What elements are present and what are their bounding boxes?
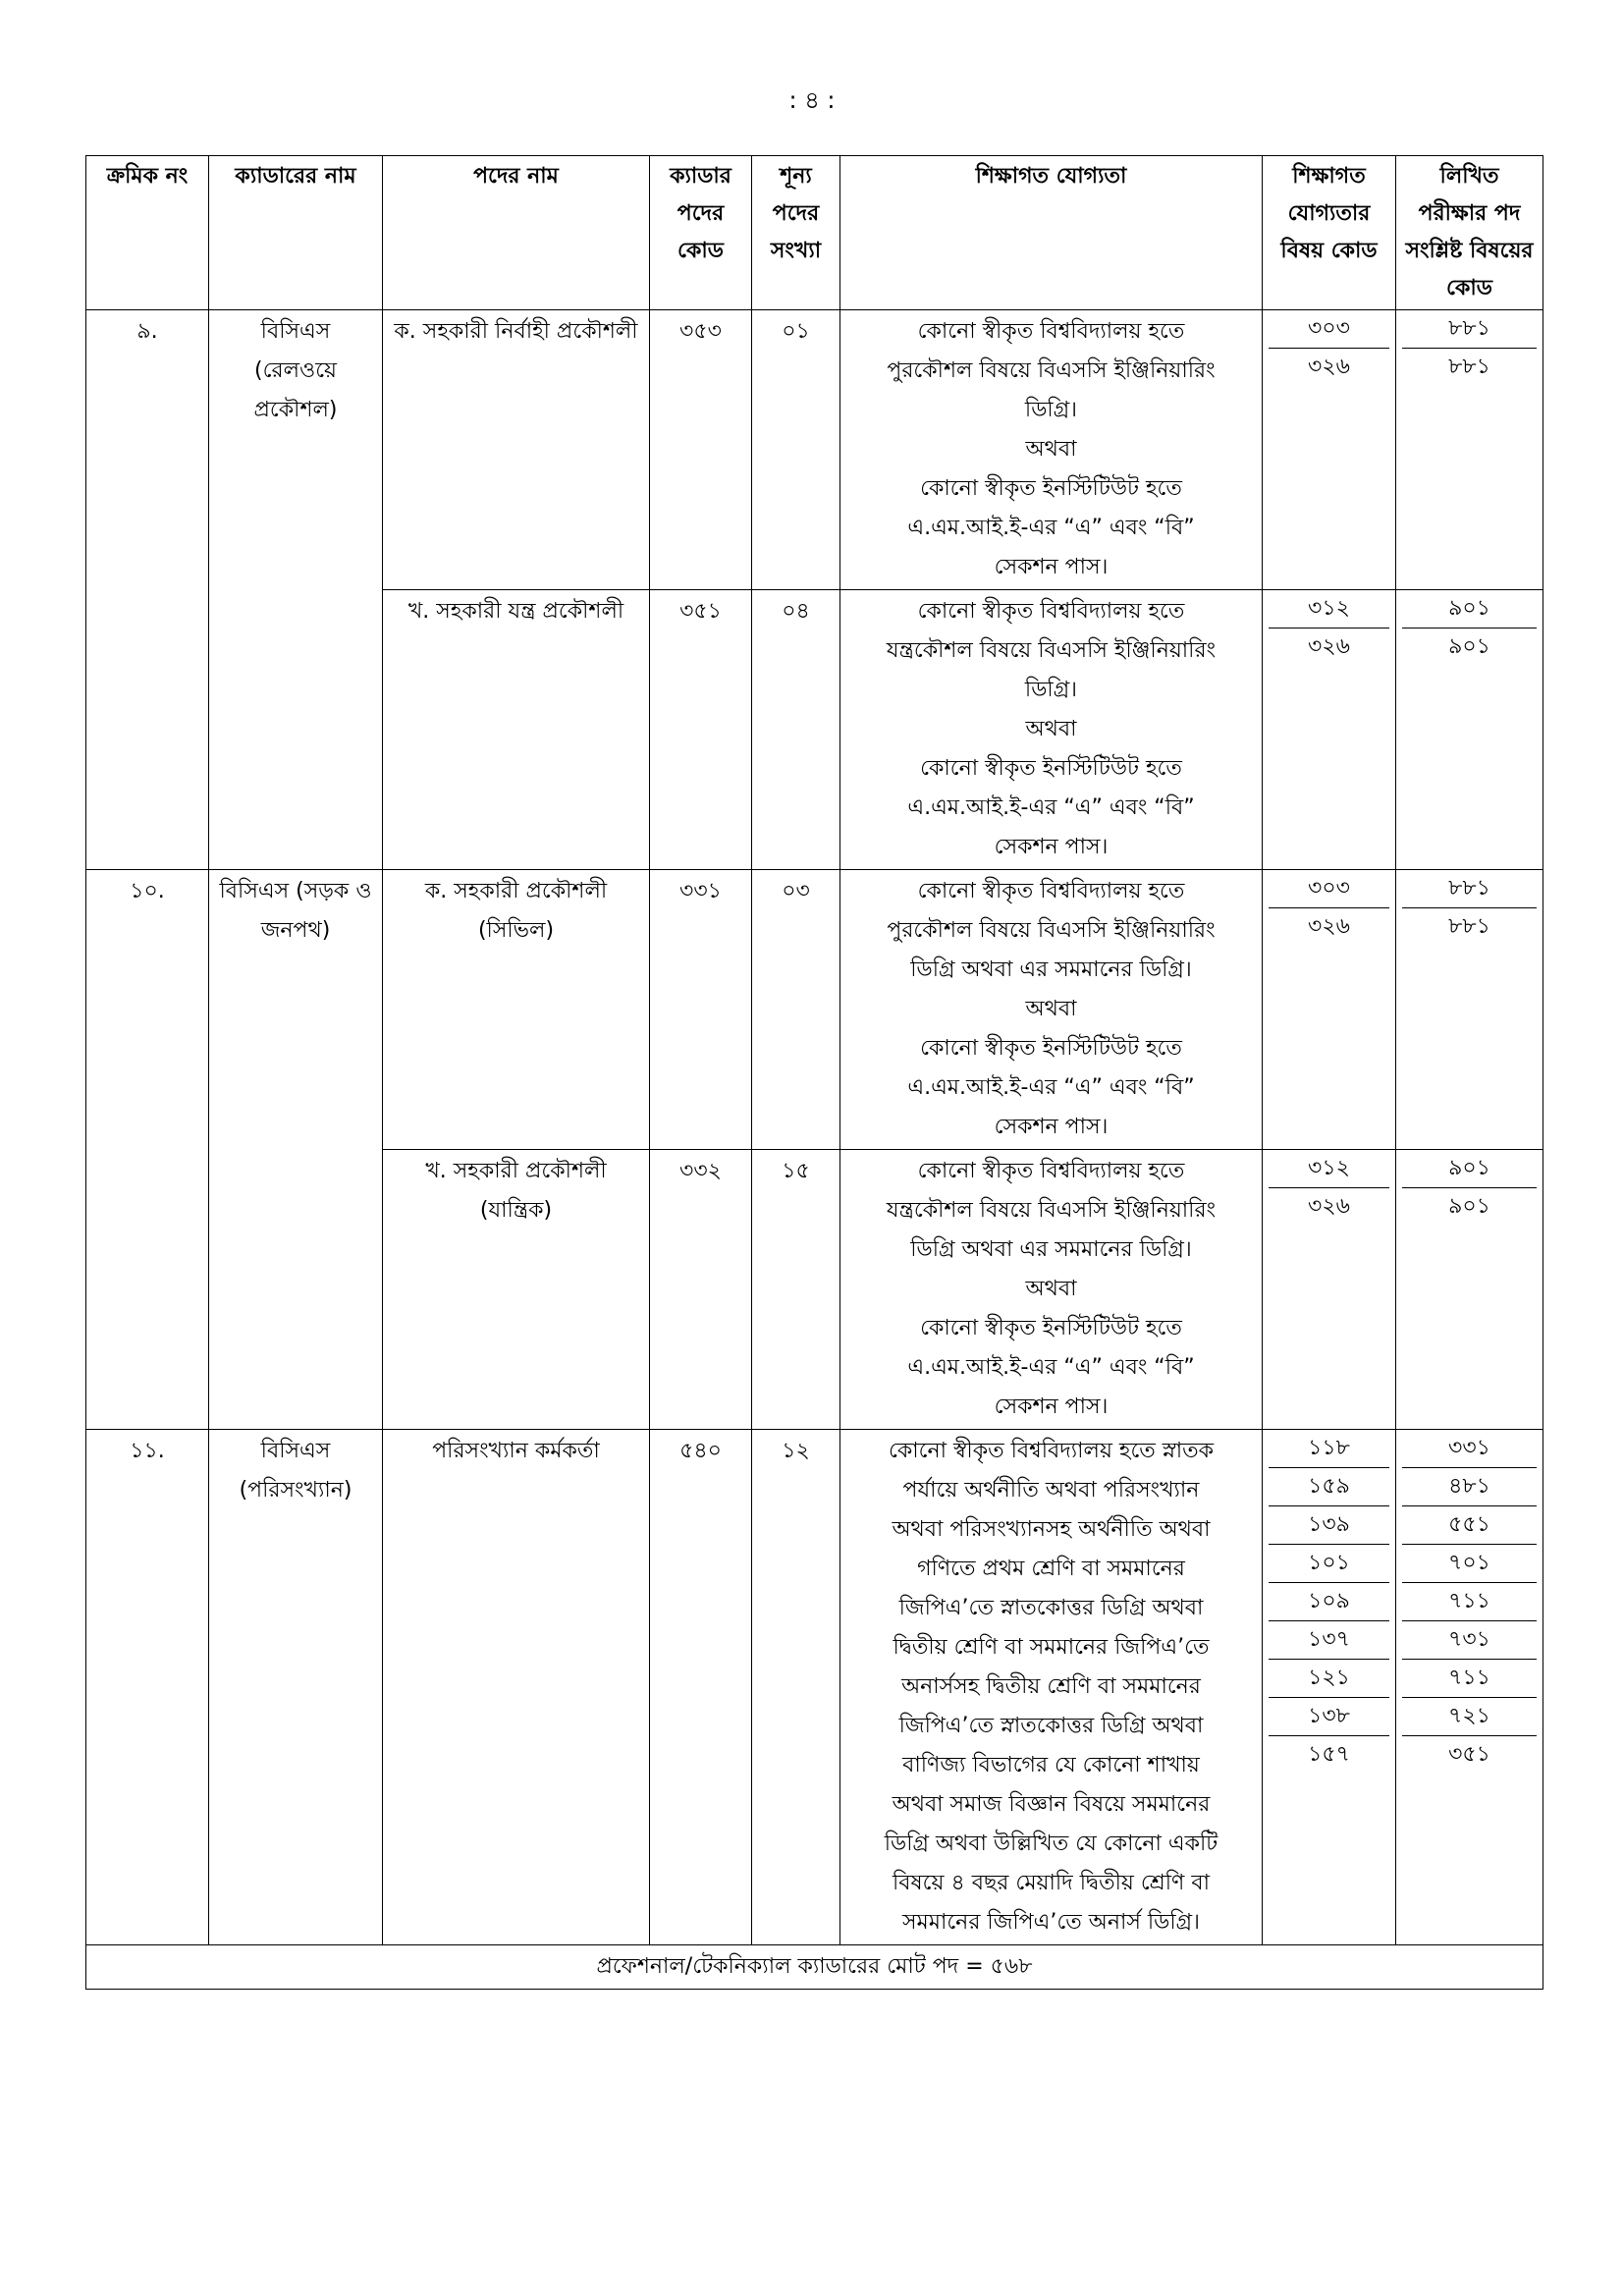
cadre-name-cell: বিসিএস (রেলওয়ে প্রকৌশল) [209, 310, 383, 870]
qual-subject-code: ১০১ [1269, 1545, 1389, 1583]
post-name-cell: খ. সহকারী যন্ত্র প্রকৌশলী [383, 590, 650, 870]
vacancy-cell: ১২ [752, 1430, 840, 1945]
qual-subject-code: ৩১২ [1269, 590, 1389, 629]
header-post: পদের নাম [383, 156, 650, 310]
qualification-line: কোনো স্বীকৃত ইনস্টিটিউট হতে [920, 756, 1182, 781]
header-vacancy: শূন্য পদের সংখ্যা [752, 156, 840, 310]
qualification-cell [840, 870, 1263, 1150]
qualification-line: কোনো স্বীকৃত বিশ্ববিদ্যালয় হতে [917, 879, 1185, 903]
table-header-row [86, 156, 1543, 310]
vacancy-cell: ০৩ [752, 870, 840, 1150]
exam-subject-code: ৭১১ [1402, 1660, 1537, 1698]
qualification-line: অথবা [1025, 997, 1077, 1021]
qual-subject-code-cell [1263, 870, 1396, 1150]
post-name-cell: খ. সহকারী প্রকৌশলী (যান্ত্রিক) [383, 1150, 650, 1430]
qualification-line: কোনো স্বীকৃত ইনস্টিটিউট হতে [920, 1036, 1182, 1061]
qualification-line: বাণিজ্য বিভাগের যে কোনো শাখায় [902, 1753, 1200, 1777]
qualification-line: সেকশন পাস। [994, 1394, 1109, 1419]
qualification-line: ডিগ্রি। [1024, 398, 1078, 422]
vacancy-cell: ০৪ [752, 590, 840, 870]
qualification-line: পুরকৌশল বিষয়ে বিএসসি ইঞ্জিনিয়ারিং [887, 918, 1216, 943]
qualification-line: যন্ত্রকৌশল বিষয়ে বিএসসি ইঞ্জিনিয়ারিং [886, 1198, 1217, 1223]
qualification-line: গণিতে প্রথম শ্রেণি বা সমমানের [917, 1557, 1185, 1581]
qual-subject-code-cell [1263, 590, 1396, 870]
qual-subject-code: ৩০৩ [1269, 310, 1389, 349]
exam-subject-code-cell [1396, 1430, 1543, 1945]
qual-subject-code: ১৫৯ [1269, 1468, 1389, 1506]
qual-subject-code: ৩১২ [1269, 1150, 1389, 1188]
qual-subject-code: ১৩৭ [1269, 1621, 1389, 1660]
qualification-line: এ.এম.আই.ই-এর “এ” এবং “বি” [907, 1075, 1195, 1100]
qual-subject-code: ৩২৬ [1308, 914, 1350, 939]
header-cadre: ক্যাডারের নাম [209, 156, 383, 310]
cadre-vacancy-table [85, 155, 1543, 1990]
serial-cell: ১১. [86, 1430, 209, 1945]
qualification-line: অথবা [1025, 1277, 1077, 1301]
qual-subject-code: ১২১ [1269, 1660, 1389, 1698]
vacancy-cell: ০১ [752, 310, 840, 590]
qualification-cell [840, 590, 1263, 870]
exam-subject-code-cell [1396, 1150, 1543, 1430]
qualification-line: সেকশন পাস। [994, 555, 1109, 579]
qualification-line: কোনো স্বীকৃত বিশ্ববিদ্যালয় হতে [917, 319, 1185, 344]
table-body [86, 310, 1543, 1945]
qualification-line: অথবা [1025, 437, 1077, 462]
exam-subject-code: ৯০১ [1402, 590, 1537, 629]
header-cadre-code: ক্যাডার পদের কোড [650, 156, 752, 310]
exam-subject-code: ৭৩১ [1402, 1621, 1537, 1660]
cadre-code-cell: ৩৫৩ [650, 310, 752, 590]
exam-subject-code-cell [1396, 310, 1543, 590]
exam-subject-code: ৭১১ [1402, 1583, 1537, 1621]
exam-subject-code: ৪৮১ [1402, 1468, 1537, 1506]
qual-subject-code-cell [1263, 310, 1396, 590]
page-number: : ৪ : [788, 86, 836, 114]
qual-subject-code: ৩২৬ [1308, 355, 1350, 379]
exam-subject-code: ৮৮১ [1402, 310, 1537, 349]
exam-subject-code: ৮৮১ [1402, 870, 1537, 908]
exam-subject-code: ৯০১ [1402, 1150, 1537, 1188]
qualification-line: কোনো স্বীকৃত বিশ্ববিদ্যালয় হতে স্নাতক [888, 1439, 1215, 1463]
cadre-code-cell: ৫৪০ [650, 1430, 752, 1945]
qual-subject-code: ৩২৬ [1308, 634, 1350, 659]
post-name-cell: পরিসংখ্যান কর্মকর্তা [383, 1430, 650, 1945]
exam-subject-code: ৮৮১ [1448, 914, 1490, 939]
exam-subject-code: ৯০১ [1448, 634, 1490, 659]
qualification-line: যন্ত্রকৌশল বিষয়ে বিএসসি ইঞ্জিনিয়ারিং [886, 638, 1217, 663]
total-row [86, 1945, 1543, 1990]
header-exam-subject-code: লিখিত পরীক্ষার পদ সংশ্লিষ্ট বিষয়ের কোড [1396, 156, 1543, 310]
table-row [86, 870, 1543, 1150]
qualification-line: অথবা পরিসংখ্যানসহ অর্থনীতি অথবা [892, 1517, 1211, 1542]
exam-subject-code: ৫৫১ [1402, 1506, 1537, 1545]
cadre-name-cell: বিসিএস (সড়ক ও জনপথ) [209, 870, 383, 1430]
total-posts: প্রফেশনাল/টেকনিক্যাল ক্যাডারের মোট পদ = ৫৬৮ [86, 1945, 1543, 1990]
header-serial: ক্রমিক নং [86, 156, 209, 310]
qualification-line: পুরকৌশল বিষয়ে বিএসসি ইঞ্জিনিয়ারিং [887, 358, 1216, 383]
qual-subject-code-cell [1263, 1430, 1396, 1945]
qualification-cell [840, 310, 1263, 590]
qualification-cell [840, 1150, 1263, 1430]
post-name-cell: ক. সহকারী প্রকৌশলী (সিভিল) [383, 870, 650, 1150]
qualification-line: অথবা [1025, 717, 1077, 741]
qualification-line: ডিগ্রি অথবা এর সমমানের ডিগ্রি। [910, 1237, 1192, 1262]
qualification-line: কোনো স্বীকৃত ইনস্টিটিউট হতে [920, 476, 1182, 501]
qualification-line: এ.এম.আই.ই-এর “এ” এবং “বি” [907, 1355, 1195, 1380]
qual-subject-code: ৩০৩ [1269, 870, 1389, 908]
qual-subject-code: ১৫৭ [1308, 1742, 1350, 1767]
qualification-line: এ.এম.আই.ই-এর “এ” এবং “বি” [907, 795, 1195, 820]
header-qual-subject-code: শিক্ষাগত যোগ্যতার বিষয় কোড [1263, 156, 1396, 310]
exam-subject-code: ৮৮১ [1448, 355, 1490, 379]
qualification-line: ডিগ্রি অথবা এর সমমানের ডিগ্রি। [910, 957, 1192, 982]
table-row [86, 310, 1543, 590]
qual-subject-code: ১১৮ [1269, 1430, 1389, 1468]
exam-subject-code: ৭২১ [1402, 1698, 1537, 1736]
qualification-line: সেকশন পাস। [994, 1115, 1109, 1139]
header-qualification: শিক্ষাগত যোগ্যতা [840, 156, 1263, 310]
vacancy-cell: ১৫ [752, 1150, 840, 1430]
qual-subject-code: ১৩৮ [1269, 1698, 1389, 1736]
qualification-line: বিষয়ে ৪ বছর মেয়াদি দ্বিতীয় শ্রেণি বা [893, 1871, 1210, 1895]
cadre-code-cell: ৩৫১ [650, 590, 752, 870]
table-row [86, 1430, 1543, 1945]
cadre-code-cell: ৩৩১ [650, 870, 752, 1150]
cadre-name-cell: বিসিএস (পরিসংখ্যান) [209, 1430, 383, 1945]
post-name-cell: ক. সহকারী নির্বাহী প্রকৌশলী [383, 310, 650, 590]
qualification-line: দ্বিতীয় শ্রেণি বা সমমানের জিপিএ’তে [893, 1635, 1210, 1660]
qualification-line: জিপিএ’তে স্নাতকোত্তর ডিগ্রি অথবা [898, 1596, 1204, 1620]
qual-subject-code: ১০৯ [1269, 1583, 1389, 1621]
qual-subject-code: ১৩৯ [1269, 1506, 1389, 1545]
qualification-line: কোনো স্বীকৃত ইনস্টিটিউট হতে [920, 1316, 1182, 1340]
exam-subject-code-cell [1396, 590, 1543, 870]
exam-subject-code-cell [1396, 870, 1543, 1150]
serial-cell: ৯. [86, 310, 209, 870]
qualification-line: কোনো স্বীকৃত বিশ্ববিদ্যালয় হতে [917, 599, 1185, 624]
serial-cell: ১০. [86, 870, 209, 1430]
qual-subject-code: ৩২৬ [1308, 1194, 1350, 1219]
qualification-line: এ.এম.আই.ই-এর “এ” এবং “বি” [907, 516, 1195, 540]
exam-subject-code: ৭০১ [1402, 1545, 1537, 1583]
qualification-line: অনার্সসহ দ্বিতীয় শ্রেণি বা সমমানের [901, 1674, 1201, 1699]
cadre-code-cell: ৩৩২ [650, 1150, 752, 1430]
exam-subject-code: ৩৩১ [1402, 1430, 1537, 1468]
qual-subject-code-cell [1263, 1150, 1396, 1430]
exam-subject-code: ৯০১ [1448, 1194, 1490, 1219]
exam-subject-code: ৩৫১ [1448, 1742, 1490, 1767]
qualification-line: সেকশন পাস। [994, 835, 1109, 859]
qualification-line: পর্যায়ে অর্থনীতি অথবা পরিসংখ্যান [902, 1478, 1200, 1503]
qualification-line: জিপিএ’তে স্নাতকোত্তর ডিগ্রি অথবা [898, 1714, 1204, 1738]
qualification-line: ডিগ্রি। [1024, 678, 1078, 702]
qualification-line: কোনো স্বীকৃত বিশ্ববিদ্যালয় হতে [917, 1159, 1185, 1183]
qualification-line: সমমানের জিপিএ’তে অনার্স ডিগ্রি। [902, 1910, 1200, 1935]
qualification-line: ডিগ্রি অথবা উল্লিখিত যে কোনো একটি [884, 1831, 1218, 1856]
qualification-line: অথবা সমাজ বিজ্ঞান বিষয়ে সমমানের [892, 1792, 1211, 1817]
qualification-cell [840, 1430, 1263, 1945]
